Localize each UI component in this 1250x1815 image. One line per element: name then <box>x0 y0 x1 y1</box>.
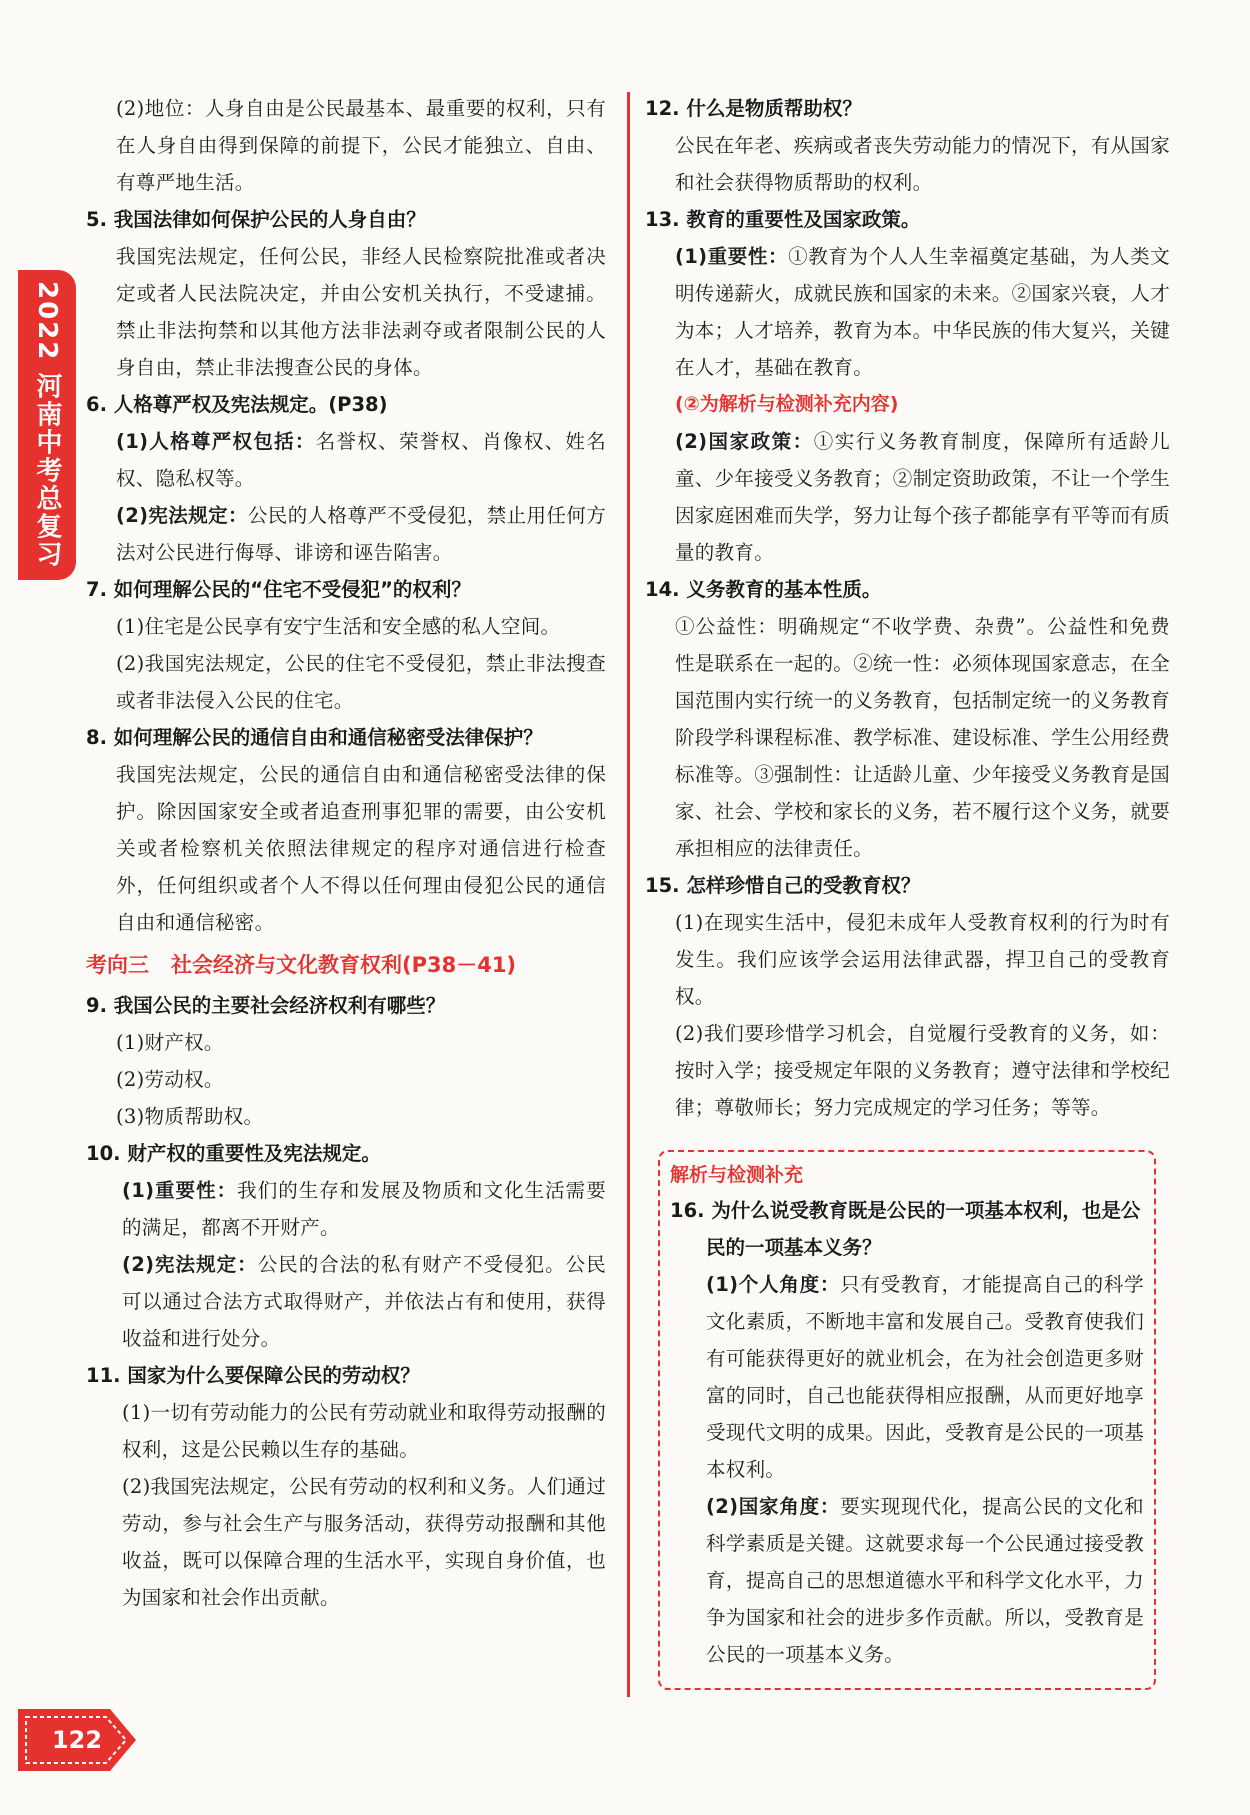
answer-9-1: (1)财产权。 <box>116 1031 224 1054</box>
question-9: 9. 我国公民的主要社会经济权利有哪些？ <box>86 994 446 1017</box>
right-column <box>645 90 1170 1126</box>
answer-9-2: (2)劳动权。 <box>116 1068 224 1091</box>
answer-15-2: (2)我们要珍惜学习机会，自觉履行受教育的义务，如：按时入学；接受规定年限的义务教育；遵守法律和学校纪律；尊敬师长；努力完成规定的学习任务；等等。 <box>675 1022 1171 1119</box>
answer-13-1 <box>645 238 1170 386</box>
question-11: 11. 国家为什么要保障公民的劳动权？ <box>86 1364 420 1387</box>
answer-11-2: (2)我国宪法规定，公民有劳动的权利和义务。人们通过劳动，参与社会生产与服务活动，获得劳动报酬和其他收益，既可以保障合理的生活水平，实现自身价值，也为国家和社会作出贡献。 <box>122 1475 606 1609</box>
question-13: 13. 教育的重要性及国家政策。 <box>645 208 921 231</box>
question-14: 14. 义务教育的基本性质。 <box>645 578 882 601</box>
column-divider <box>627 92 630 1697</box>
answer-7-1: (1)住宅是公民享有安宁生活和安全感的私人空间。 <box>116 615 561 638</box>
term-16-1: (1)个人角度： <box>706 1273 841 1296</box>
answer-16-2 <box>670 1488 1144 1673</box>
section-title: 社会经济与文化教育权利(P38－41) <box>171 953 517 977</box>
answer-14: ①公益性：明确规定“不收学费、杂费”。公益性和免费性是联系在一起的。②统一性：必须体现国家意志，在全国范围内实行统一的义务教育，包括制定统一的义务教育阶段学科课程标准、教学标准、建设标准、学生公用经费标准等。③强制性：让适龄儿童、少年接受义务教育是国家、社会、学校和家长的义务，若不履行这个义务，就要承担相应的法律责任。 <box>675 615 1171 860</box>
question-12: 12. 什么是物质帮助权？ <box>645 97 862 120</box>
question-6: 6. 人格尊严权及宪法规定。(P38) <box>86 393 388 416</box>
term-13-2: (2)国家政策： <box>675 430 814 453</box>
text-6-2: 公民的人格尊严不受侵犯，禁止用任何方法对公民进行侮辱、诽谤和诬告陷害。 <box>116 504 607 564</box>
term-16-2: (2)国家角度： <box>706 1495 841 1518</box>
page-number: 122 <box>51 1726 103 1754</box>
answer-10-1 <box>86 1172 606 1246</box>
term-10-2: (2)宪法规定： <box>122 1253 258 1276</box>
section-heading <box>86 945 606 985</box>
answer-5: 我国宪法规定，任何公民，非经人民检察院批准或者决定或者人民法院决定，并由公安机关执行，不受逮捕。禁止非法拘禁和以其他方法非法剥夺或者限制公民的人身自由，禁止非法搜查公民的身体。 <box>116 245 606 379</box>
text-13-2: ①实行义务教育制度，保障所有适龄儿童、少年接受义务教育；②制定资助政策，不让一个学生因家庭困难而失学，努力让每个孩子都能享有平等而有质量的教育。 <box>675 430 1171 564</box>
answer-16-1 <box>670 1266 1144 1488</box>
answer-11-1: (1)一切有劳动能力的公民有劳动就业和取得劳动报酬的权利，这是公民赖以生存的基础。 <box>122 1401 606 1461</box>
term-6-2: (2)宪法规定： <box>116 504 248 527</box>
question-5: 5. 我国法律如何保护公民的人身自由？ <box>86 208 426 231</box>
text-13-1: ①教育为个人人生幸福奠定基础，为人类文明传递薪火，成就民族和国家的未来。②国家兴衰，人才为本；人才培养，教育为本。中华民族的伟大复兴，关键在人才，基础在教育。 <box>675 245 1171 379</box>
answer-10-2 <box>86 1246 606 1357</box>
question-15: 15. 怎样珍惜自己的受教育权？ <box>645 874 921 897</box>
paragraph-status: (2)地位：人身自由是公民最基本、最重要的权利，只有在人身自由得到保障的前提下，公民才能独立、自由、有尊严地生活。 <box>116 97 606 194</box>
answer-9-3: (3)物质帮助权。 <box>116 1105 264 1128</box>
term-10-1: (1)重要性： <box>122 1179 238 1202</box>
section-label: 考向三 <box>86 953 149 977</box>
answer-12: 公民在年老、疾病或者丧失劳动能力的情况下，有从国家和社会获得物质帮助的权利。 <box>675 134 1171 194</box>
question-10: 10. 财产权的重要性及宪法规定。 <box>86 1142 381 1165</box>
answer-15-1: (1)在现实生活中，侵犯未成年人受教育权利的行为时有发生。我们应该学会运用法律武器，捍卫自己的受教育权。 <box>675 911 1170 1008</box>
text-16-1: 只有受教育，才能提高自己的科学文化素质，不断地丰富和发展自己。受教育使我们有可能获得更好的就业机会，在为社会创造更多财富的同时，自己也能获得相应报酬，从而更好地享受现代文明的成果。因此，受教育是公民的一项基本权利。 <box>706 1273 1144 1481</box>
left-column <box>86 90 606 1616</box>
answer-6-1 <box>86 423 606 497</box>
text-16-2: 要实现现代化，提高公民的文化和科学素质是关键。这就要求每一个公民通过接受教育，提高自己的思想道德水平和科学文化水平，力争为国家和社会的进步多作贡献。所以，受教育是公民的一项基本义务。 <box>706 1495 1144 1666</box>
text-10-2: 公民的合法的私有财产不受侵犯。公民可以通过合法方式取得财产，并依法占有和使用，获得收益和进行处分。 <box>122 1253 606 1350</box>
answer-6-2 <box>86 497 606 571</box>
term-6-1: (1)人格尊严权包括： <box>116 430 316 453</box>
answer-8: 我国宪法规定，公民的通信自由和通信秘密受法律的保护。除因国家安全或者追查刑事犯罪的需要，由公安机关或者检察机关依照法律规定的程序对通信进行检查外，任何组织或者个人不得以任何理由侵犯公民的通信自由和通信秘密。 <box>116 763 606 934</box>
supplement-box <box>658 1150 1156 1690</box>
text-6-1: 名誉权、荣誉权、肖像权、姓名权、隐私权等。 <box>116 430 606 490</box>
answer-7-2: (2)我国宪法规定，公民的住宅不受侵犯，禁止非法搜查或者非法侵入公民的住宅。 <box>116 652 606 712</box>
question-8: 8. 如何理解公民的通信自由和通信秘密受法律保护？ <box>86 726 543 749</box>
answer-13-2 <box>645 423 1170 571</box>
term-13-1: (1)重要性： <box>675 245 789 268</box>
text-10-1: 我们的生存和发展及物质和文化生活需要的满足，都离不开财产。 <box>122 1179 606 1239</box>
question-16: 16. 为什么说受教育既是公民的一项基本权利，也是公民的一项基本义务？ <box>670 1199 1141 1259</box>
question-7: 7. 如何理解公民的“住宅不受侵犯”的权利？ <box>86 578 471 601</box>
side-tab-label: 2022 河南中考总复习 <box>18 270 76 580</box>
supplement-note: (②为解析与检测补充内容) <box>675 393 899 415</box>
supplement-box-title: 解析与检测补充 <box>670 1164 804 1186</box>
